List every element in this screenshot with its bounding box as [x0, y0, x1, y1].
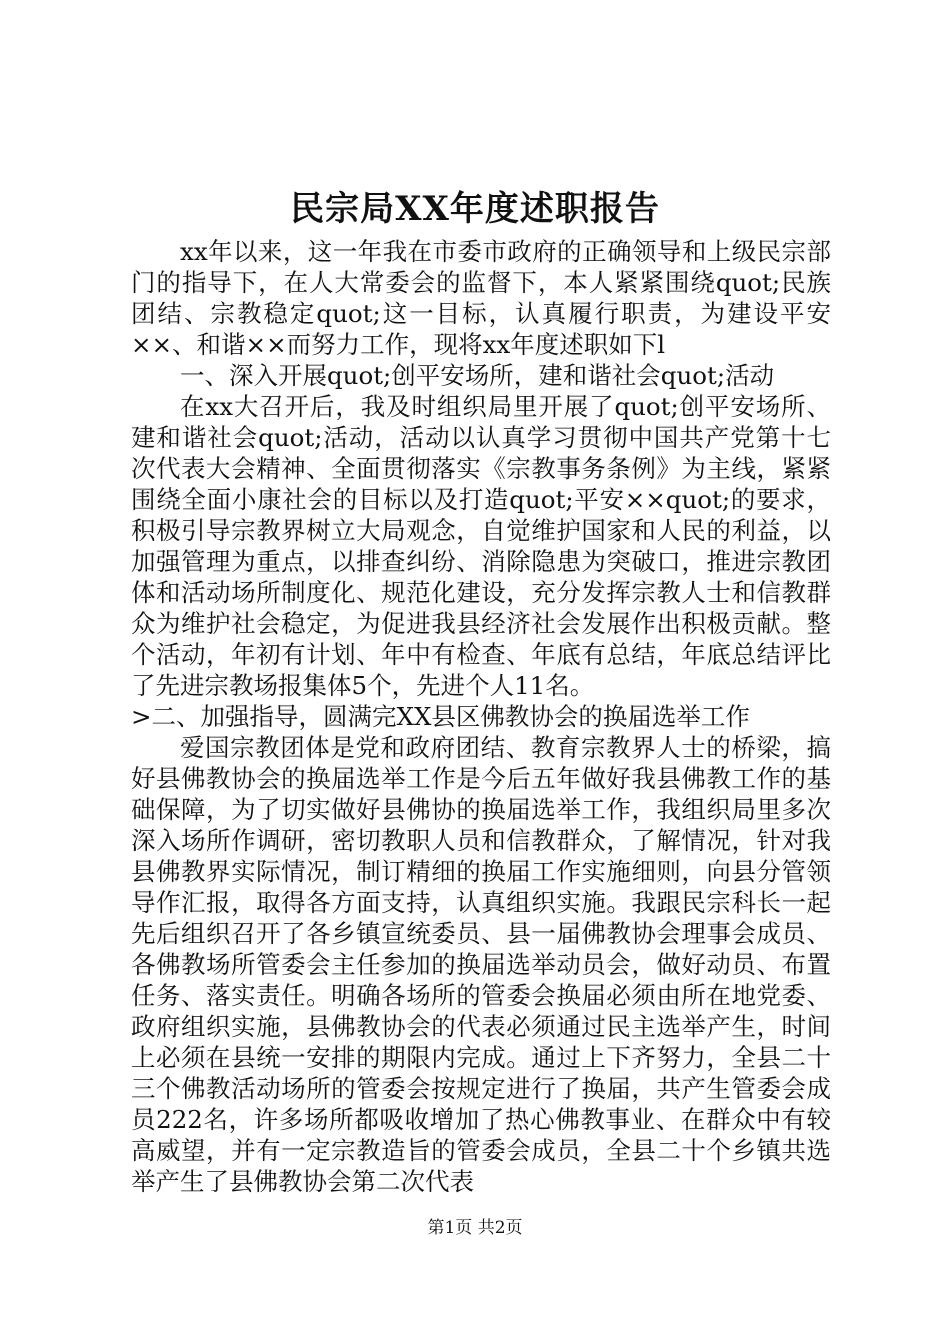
- page-footer: 第1页 共2页: [427, 1218, 523, 1238]
- section-heading-2: >二、加强指导，圆满完XX县区佛教协会的换届选举工作: [131, 702, 750, 731]
- paragraph-intro: xx年以来，这一年我在市委市政府的正确领导和上级民宗部门的指导下，在人大常委会的监督下，本人紧紧围绕quot;民族团结、宗教稳定quot;这一目标，认真履行职责，为建设平安××、和谐××而努力工作，现将xx年度述职如下l: [131, 237, 831, 359]
- paragraph-section-2: 爱国宗教团体是党和政府团结、教育宗教界人士的桥梁，搞好县佛教协会的换届选举工作是今后五年做好我县佛教工作的基础保障，为了切实做好县佛协的换届选举工作，我组织局里多次深入场所作调研，密切教职人员和信教群众，了解情况，针对我县佛教界实际情况，制订精细的换届工作实施细则，向县分管领导作汇报，取得各方面支持，认真组织实施。我跟民宗科长一起先后组织召开了各乡镇宣统委员、县一届佛教协会理事会成员、各佛教场所管委会主任参加的换届选举动员会，做好动员、布置任务、落实责任。明确各场所的管委会换届必须由所在地党委、政府组织实施，县佛教协会的代表必须通过民主选举产生，时间上必须在县统一安排的期限内完成。通过上下齐努力，全县二十三个佛教活动场所的管委会按规定进行了换届，共产生管委会成员222名，许多场所都吸收增加了热心佛教事业、在群众中有较高威望，并有一定宗教造旨的管委会成员，全县二十个乡镇共选举产生了县佛教协会第二次代表: [131, 733, 831, 1196]
- document-body: [131, 236, 831, 1197]
- paragraph-section-1: 在xx大召开后，我及时组织局里开展了quot;创平安场所、建和谐社会quot;活动，活动以认真学习贯彻中国共产党第十七次代表大会精神、全面贯彻落实《宗教事务条例》为主线，紧紧围绕全面小康社会的目标以及打造quot;平安××quot;的要求，积极引导宗教界树立大局观念，自觉维护国家和人民的利益，以加强管理为重点，以排查纠纷、消除隐患为突破口，推进宗教团体和活动场所制度化、规范化建设，充分发挥宗教人士和信教群众为维护社会稳定，为促进我县经济社会发展作出积极贡献。整个活动，年初有计划、年中有检查、年底有总结，年底总结评比了先进宗教场报集体5个，先进个人11名。: [131, 392, 831, 700]
- section-heading-1: 一、深入开展quot;创平安场所，建和谐社会quot;活动: [180, 361, 775, 390]
- document-title: 民宗局XX年度述职报告: [290, 189, 660, 229]
